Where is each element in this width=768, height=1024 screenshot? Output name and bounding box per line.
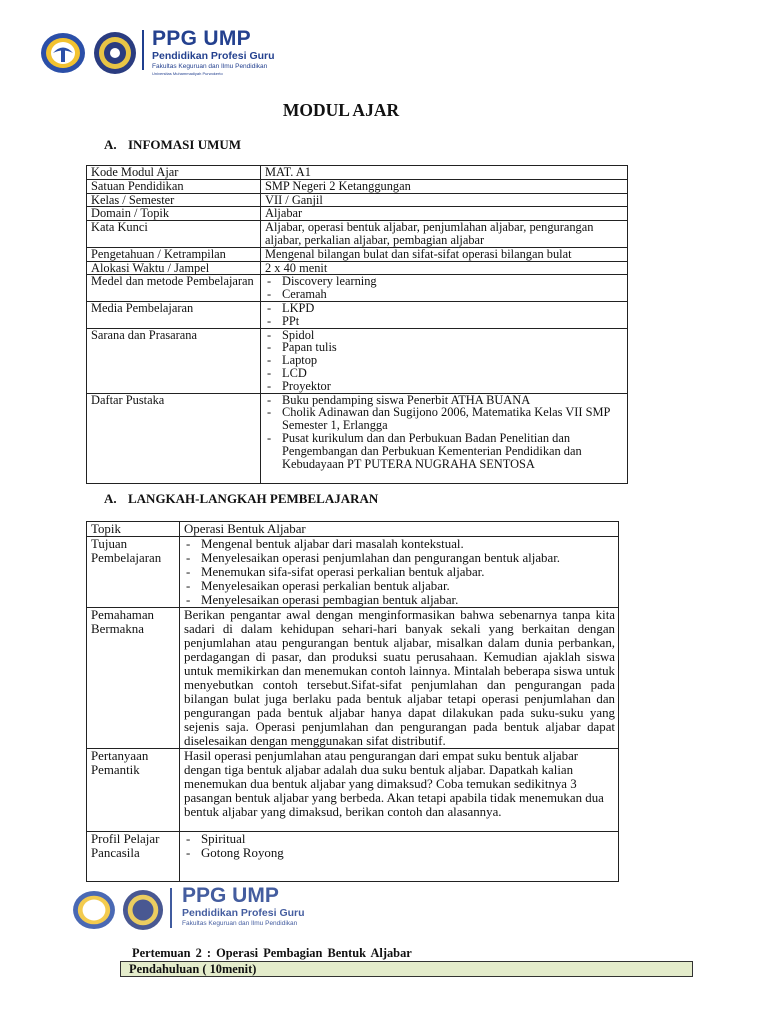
row-label: Kata Kunci [87,221,261,248]
section-a-heading [104,137,241,153]
section-b-number: A. [104,491,117,506]
section-b-title: LANGKAH-LANGKAH PEMBELAJARAN [128,491,379,506]
row-label: Media Pembelajaran [87,301,261,328]
row-value [261,301,628,328]
tut-wuri-handayani-logo-icon [72,890,116,930]
table-row [87,221,628,248]
table-row [87,832,619,882]
row-label: Pengetahuan / Ketrampilan [87,247,261,261]
table-row [87,328,628,393]
row-label: Medel dan metode Pembelajaran [87,275,261,302]
brand-divider [142,30,144,70]
list-item: - PPt [265,315,623,328]
section-a-title: INFOMASI UMUM [128,137,242,152]
table-row [87,275,628,302]
row-value: SMP Negeri 2 Ketanggungan [261,179,628,193]
list-item: - Discovery learning [265,275,623,288]
row-label: Tujuan Pembelajaran [87,537,180,608]
list-item: - Laptop [265,354,623,367]
brand-divider [170,888,172,928]
row-label: Topik [87,522,180,537]
brand-subtitle: Pendidikan Profesi Guru [182,907,305,919]
row-value: 2 x 40 menit [261,261,628,275]
list-item: - Menemukan sifa-sifat operasi perkalian bentuk aljabar. [184,565,614,579]
row-value: MAT. A1 [261,166,628,180]
table-row [87,179,628,193]
brand-title: PPG UMP [152,27,251,50]
row-label: Domain / Topik [87,207,261,221]
brand-title: PPG UMP [182,884,279,907]
row-label: Sarana dan Prasarana [87,328,261,393]
row-label: Satuan Pendidikan [87,179,261,193]
table-row [87,522,619,537]
list-item: - LCD [265,367,623,380]
meeting-title: Pertemuan 2 : Operasi Pembagian Bentuk Aljabar [132,946,412,960]
list-item: - Proyektor [265,380,623,393]
table-row [87,207,628,221]
row-value: VII / Ganjil [261,193,628,207]
row-value: Operasi Bentuk Aljabar [180,522,619,537]
row-value [180,537,619,608]
general-info-table [86,165,628,484]
list-item: - Gotong Royong [184,846,614,860]
table-row [87,393,628,484]
row-label: Profil Pelajar Pancasila [87,832,180,882]
tut-wuri-handayani-logo-icon [40,32,86,74]
section-a-number: A. [104,137,117,152]
brand-university: Universitas Muhammadiyah Purwokerto [152,71,223,76]
sarana-list [265,329,623,393]
learning-steps-table [86,521,619,882]
list-item: - Pusat kurikulum dan dan Perbukuan Badan Penelitian dan Pengembangan dan Perbukuan Kementerian Pendidikan dan Kebudayaan PT PUTERA NUGRAHA SENTOSA [265,432,623,470]
table-row [87,301,628,328]
list-item: - Papan tulis [265,341,623,354]
list-item: - Ceramah [265,288,623,301]
footer-watermark [72,884,332,932]
row-label: Daftar Pustaka [87,393,261,484]
list-item: - Cholik Adinawan dan Sugijono 2006, Matematika Kelas VII SMP Semester 1, Erlangga [265,406,623,432]
row-value: Mengenal bilangan bulat dan sifat-sifat operasi bilangan bulat [261,247,628,261]
table-row [87,166,628,180]
row-label: Pemahaman Bermakna [87,608,180,749]
intro-section-bar: Pendahuluan ( 10menit) [120,961,693,977]
row-label: Kode Modul Ajar [87,166,261,180]
pemahaman-text: Berikan pengantar awal dengan menginformasikan bahwa sebenarnya tanpa kita sadari di dalam kehidupan sehari-hari banyak sekali yang berkaitan dengan penjumlahan atau pengurangan bentuk aljabar, misalkan dalam dunia perbankan, perdagangan di pasar, dan produksi suatu perusahaan. Kemudian ajaklah siswa untuk memikirkan dan menemukan contoh lainnya. Mintalah beberapa siswa untuk menyebutkan contoh tersebut.Sifat-sifat penjumlahan dan pengurangan pada bilangan bulat juga berlaku pada bentuk aljabar tetapi operasi penjumlahan dan pengurangan pada bentuk aljabar hanya dapat dilakukan pada suku-suku yang sejenis saja. Operasi penjumlahan dan pengurangan pada bentuk aljabar dapat diselesaikan dengan menggunakan sifat distributif. [180,608,619,749]
list-item: - Menyelesaikan operasi pembagian bentuk aljabar. [184,593,614,607]
profil-list [184,832,614,860]
ump-seal-logo-icon [93,31,137,75]
table-row [87,537,619,608]
row-label: Kelas / Semester [87,193,261,207]
row-value [180,832,619,882]
list-item: - Buku pendamping siswa Penerbit ATHA BUANA [265,394,623,407]
tujuan-list [184,537,614,607]
row-value [261,275,628,302]
table-row [87,608,619,749]
document-title: MODUL AJAR [282,100,400,120]
row-value [261,328,628,393]
model-list [265,275,623,301]
table-row [87,261,628,275]
brand-faculty: Fakultas Keguruan dan Ilmu Pendidikan [182,920,298,927]
ump-seal-logo-icon [122,889,164,931]
row-value: Aljabar [261,207,628,221]
pustaka-list [265,394,623,471]
list-item: - Menyelesaikan operasi perkalian bentuk aljabar. [184,579,614,593]
list-item: - Spiritual [184,832,614,846]
list-item: - Menyelesaikan operasi penjumlahan dan pengurangan bentuk aljabar. [184,551,614,565]
list-item: - Spidol [265,329,623,342]
table-row [87,247,628,261]
row-label: Pertanyaan Pemantik [87,749,180,832]
pertanyaan-text: Hasil operasi penjumlahan atau pengurangan dari empat suku bentuk aljabar dengan tiga bentuk aljabar adalah dua suku bentuk aljabar. Dapatkah kalian menemukan dua bentuk aljabar yang dimaksud? Coba temukan sedikitnya 3 pasangan bentuk aljabar yang berbeda. Akan tetapi apabila tidak menemukan dua bentuk aljabar yang dimaksud, berikan contoh dan alasannya. [180,749,619,832]
brand-subtitle: Pendidikan Profesi Guru [152,50,275,62]
media-list [265,302,623,328]
row-value [261,393,628,484]
brand-faculty: Fakultas Keguruan dan Ilmu Pendidikan [152,63,268,70]
list-item: - Mengenal bentuk aljabar dari masalah kontekstual. [184,537,614,551]
section-b-heading [104,491,378,507]
row-label: Alokasi Waktu / Jampel [87,261,261,275]
table-row [87,749,619,832]
row-value: Aljabar, operasi bentuk aljabar, penjumlahan aljabar, pengurangan aljabar, perkalian aljabar, pembagian aljabar [261,221,628,248]
page-header [40,28,340,76]
table-row [87,193,628,207]
list-item: - LKPD [265,302,623,315]
